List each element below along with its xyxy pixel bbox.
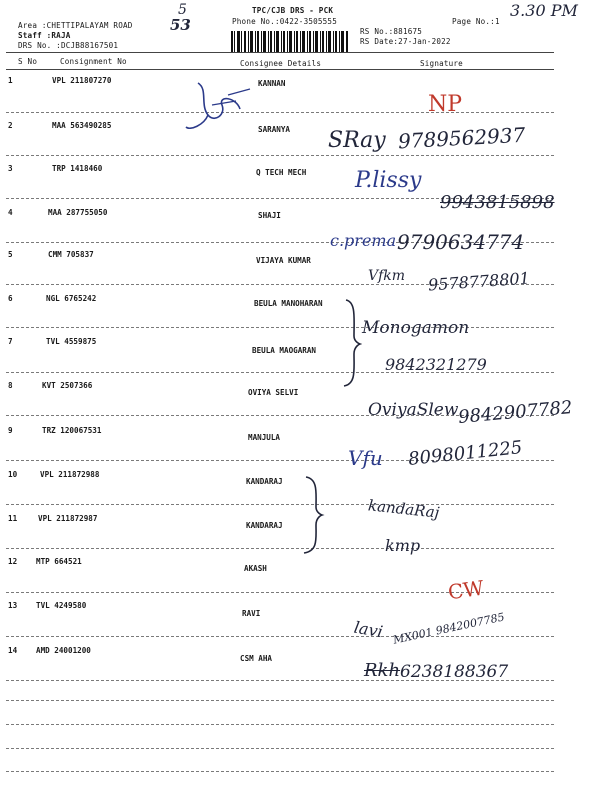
row-consignment: VPL 211807270 — [52, 76, 112, 85]
row-divider — [6, 327, 554, 328]
row-consignment: TRP 1418460 — [52, 164, 103, 173]
column-sno: S No — [18, 57, 38, 66]
row-consignee: AKASH — [244, 564, 267, 573]
signature-phone: 9842907782 — [457, 397, 574, 428]
signature: P.lissy — [355, 168, 422, 193]
signature: Rkh — [364, 660, 401, 681]
signature: Vfu — [348, 446, 383, 470]
row-consignment: TVL 4249580 — [36, 601, 87, 610]
signature-phone: 8098011225 — [407, 437, 524, 470]
time-note: 3.30 PM — [510, 1, 578, 20]
row-consignment: KVT 2507366 — [42, 381, 93, 390]
row-sno: 2 — [8, 121, 13, 130]
signature-phone: 6238188367 — [400, 662, 509, 682]
row-consignee: SARANYA — [258, 125, 291, 134]
row-consignee: CSM AHA — [240, 654, 273, 663]
page-number: Page No.:1 — [452, 17, 500, 26]
row-consignment: VPL 211872987 — [38, 514, 98, 523]
phone-number: Phone No.:0422-3505555 — [232, 17, 337, 26]
corner-note-top: 5 — [178, 2, 187, 18]
staff-label: Staff :RAJA — [18, 31, 71, 40]
header-bottom-rule — [6, 69, 554, 70]
row-consignment: AMD 24001200 — [36, 646, 91, 655]
corner-note-bottom: 53 — [170, 16, 191, 34]
row-consignment: MAA 287755050 — [48, 208, 108, 217]
row-consignee: MANJULA — [248, 433, 281, 442]
row-divider — [6, 155, 554, 156]
signature: kmp — [385, 536, 421, 555]
signature: SRay — [328, 128, 386, 153]
row-consignee: RAVI — [242, 609, 261, 618]
signature: c.prema — [330, 231, 397, 250]
rs-number: RS No.:881675 — [360, 27, 423, 36]
trailing-rule — [6, 748, 554, 749]
row-consignment: MTP 664521 — [36, 557, 82, 566]
row-sno: 11 — [8, 514, 18, 523]
page-title: TPC/CJB DRS - PCK — [252, 6, 334, 15]
signature-phone: MX001 9842007785 — [391, 610, 506, 647]
column-signature: Signature — [420, 59, 463, 68]
cw-mark: CW — [446, 575, 486, 605]
signature: Vfkm — [368, 268, 406, 284]
row-consignee: KANDARAJ — [246, 521, 283, 530]
row-consignee: SHAJI — [258, 211, 281, 220]
signature: kandaRaj — [367, 496, 441, 522]
row-consignee: KANNAN — [258, 79, 286, 88]
row-consignee: VIJAYA KUMAR — [256, 256, 311, 265]
trailing-rule — [6, 724, 554, 725]
row-sno: 14 — [8, 646, 18, 655]
row-consignment: TRZ 120067531 — [42, 426, 102, 435]
signature: lavi — [352, 617, 385, 642]
row-sno: 6 — [8, 294, 13, 303]
rs-date: RS Date:27-Jan-2022 — [360, 37, 451, 46]
row-consignment: CMM 705837 — [48, 250, 94, 259]
trailing-rule — [6, 700, 554, 701]
signature-phone: 9943815898 — [440, 192, 555, 213]
row-sno: 9 — [8, 426, 13, 435]
signature-phone: 9789562937 — [397, 122, 526, 154]
row-consignment: MAA 563490285 — [52, 121, 112, 130]
row-consignee: KANDARAJ — [246, 477, 283, 486]
trailing-rule — [6, 771, 554, 772]
area-label: Area :CHETTIPALAYAM ROAD — [18, 21, 133, 30]
row-consignee: Q TECH MECH — [256, 168, 307, 177]
row-sno: 13 — [8, 601, 18, 610]
brace-mark — [342, 298, 362, 388]
brace-mark-2 — [302, 475, 326, 555]
row-sno: 4 — [8, 208, 13, 217]
scribble-signature-row1 — [178, 75, 268, 135]
row-consignee: BEULA MANOHARAN — [254, 299, 323, 308]
header-top-rule — [6, 52, 554, 53]
row-consignee: OVIYA SELVI — [248, 388, 299, 397]
row-sno: 5 — [8, 250, 13, 259]
row-divider — [6, 112, 554, 113]
row-consignment: TVL 4559875 — [46, 337, 97, 346]
signature-phone: 9842321279 — [385, 355, 487, 374]
column-consignment: Consignment No — [60, 57, 127, 66]
signature: OviyaSlew — [368, 400, 459, 420]
drs-number: DRS No. :DCJB88167501 — [18, 41, 119, 50]
row-consignment: VPL 211872988 — [40, 470, 100, 479]
row-consignment: NGL 6765242 — [46, 294, 97, 303]
column-consignee: Consignee Details — [240, 59, 322, 68]
np-mark: NP — [428, 92, 463, 117]
signature-phone: 9790634774 — [397, 230, 525, 254]
row-divider — [6, 548, 554, 549]
row-sno: 7 — [8, 337, 13, 346]
row-sno: 3 — [8, 164, 13, 173]
signature: Monogamon — [362, 318, 470, 338]
row-divider — [6, 636, 554, 637]
row-sno: 10 — [8, 470, 18, 479]
row-divider — [6, 504, 554, 505]
row-sno: 8 — [8, 381, 13, 390]
row-sno: 1 — [8, 76, 13, 85]
signature-phone: 9578778801 — [427, 268, 531, 295]
row-consignee: BEULA MAOGARAN — [252, 346, 317, 355]
row-sno: 12 — [8, 557, 18, 566]
